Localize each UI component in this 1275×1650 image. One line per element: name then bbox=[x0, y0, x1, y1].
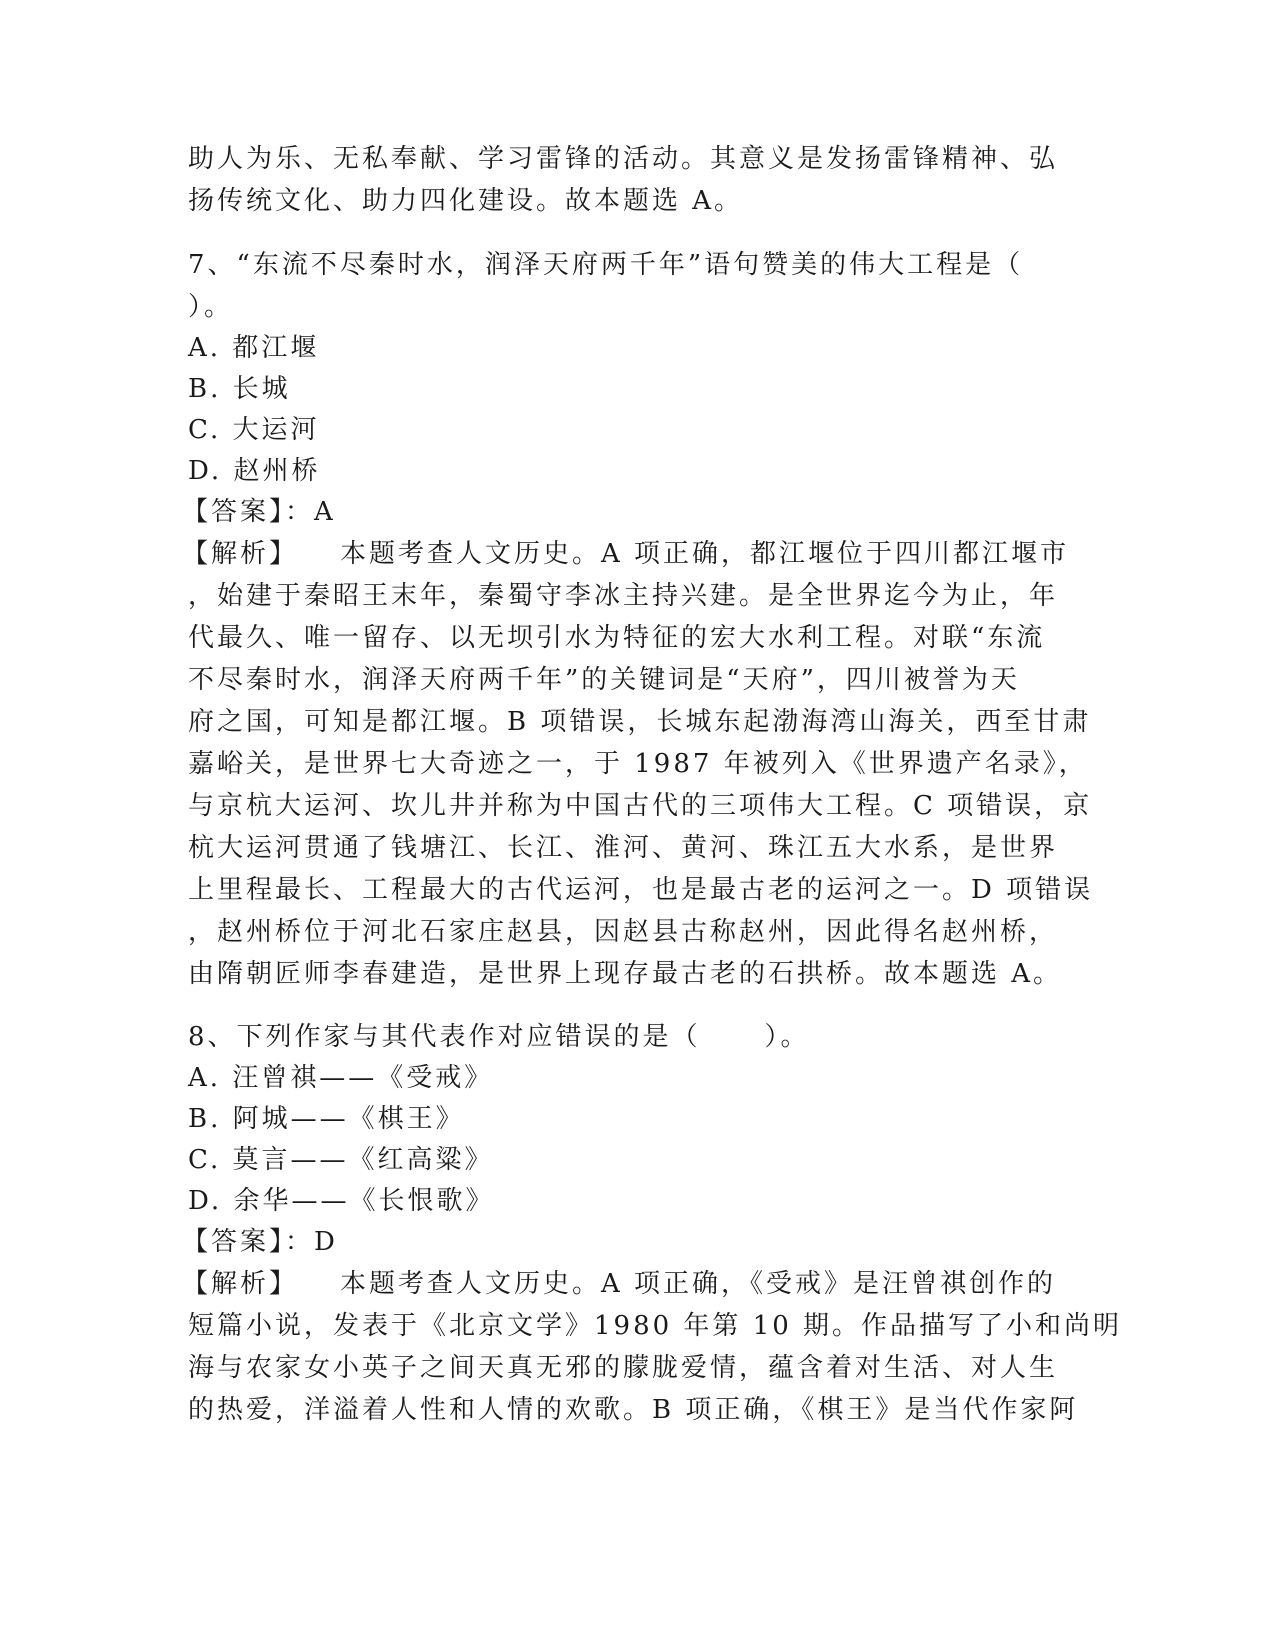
q8-stem-before: 8、下列作家与其代表作对应错误的是（ bbox=[188, 1022, 701, 1052]
q8-option-b: B. 阿城——《棋王》 bbox=[188, 1104, 465, 1134]
q8-answer-value: D bbox=[314, 1227, 338, 1257]
q7-option-b: B. 长城 bbox=[188, 374, 291, 404]
q7-explanation-text-1: 本题考查人文历史。A 项正确，都江堰位于四川都江堰市 bbox=[340, 539, 1070, 569]
q7-answer-value: A bbox=[314, 497, 336, 527]
q7-option-c: C. 大运河 bbox=[188, 415, 320, 445]
q8-option-a: A. 汪曾祺——《受戒》 bbox=[188, 1063, 494, 1093]
q7-answer-label: 【答案】： bbox=[182, 497, 315, 527]
q7-explanation-line-8: 杭大运河贯通了钱塘江、长江、淮河、黄河、珠江五大水系，是世界 bbox=[188, 833, 1059, 863]
q7-option-d: D. 赵州桥 bbox=[188, 456, 321, 486]
q8-option-c: C. 莫言——《红高粱》 bbox=[188, 1145, 494, 1175]
q7-option-a: A. 都江堰 bbox=[188, 333, 320, 363]
q8-option-d: D. 余华——《长恨歌》 bbox=[188, 1186, 495, 1216]
q7-explanation-line-9: 上里程最长、工程最大的古代运河，也是最古老的运河之一。D 项错误 bbox=[188, 875, 1094, 905]
q7-explanation-line-6: 嘉峪关，是世界七大奇迹之一，于 1987 年被列入《世界遗产名录》， bbox=[188, 749, 1088, 779]
q8-explanation-line-4: 的热爱，洋溢着人性和人情的欢歌。B 项正确，《棋王》是当代作家阿 bbox=[188, 1395, 1079, 1425]
q7-explanation-label: 【解析】 bbox=[182, 539, 299, 569]
q8-stem-after: ）。 bbox=[764, 1022, 810, 1052]
intro-line-1: 助人为乐、无私奉献、学习雷锋的活动。其意义是发扬雷锋精神、弘 bbox=[188, 144, 1059, 174]
q8-stem bbox=[188, 1020, 810, 1054]
q8-answer bbox=[182, 1225, 338, 1259]
q7-explanation-line-7: 与京杭大运河、坎儿井并称为中国古代的三项伟大工程。C 项错误，京 bbox=[188, 791, 1093, 821]
q7-explanation-line-4: 不尽秦时水，润泽天府两千年”的关键词是“天府”，四川被誉为天 bbox=[188, 665, 1020, 695]
intro-line-2: 扬传统文化、助力四化建设。故本题选 A。 bbox=[188, 186, 744, 216]
q8-explanation-label: 【解析】 bbox=[182, 1269, 299, 1299]
q7-explanation-line-5: 府之国，可知是都江堰。B 项错误，长城东起渤海湾山海关，西至甘肃 bbox=[188, 707, 1092, 737]
q7-explanation-line-11: 由隋朝匠师李春建造，是世界上现存最古老的石拱桥。故本题选 A。 bbox=[188, 959, 1063, 989]
q8-explanation-line-3: 海与农家女小英子之间天真无邪的朦胧爱情，蕴含着对生活、对人生 bbox=[188, 1353, 1059, 1383]
q7-explanation-line-2: ，始建于秦昭王末年，秦蜀守李冰主持兴建。是全世界迄今为止，年 bbox=[188, 581, 1059, 611]
q7-answer bbox=[182, 495, 336, 529]
q7-explanation-line-3: 代最久、唯一留存、以无坝引水为特征的宏大水利工程。对联“东流 bbox=[188, 623, 1046, 653]
q8-explanation-text-1: 本题考查人文历史。A 项正确，《受戒》是汪曾祺创作的 bbox=[340, 1269, 1057, 1299]
q8-explanation-line-1 bbox=[182, 1267, 1056, 1301]
q8-explanation-line-2: 短篇小说，发表于《北京文学》1980 年第 10 期。作品描写了小和尚明 bbox=[188, 1311, 1123, 1341]
q7-explanation-line-1 bbox=[182, 537, 1069, 571]
q8-answer-label: 【答案】： bbox=[182, 1227, 315, 1257]
q7-explanation-line-10: ，赵州桥位于河北石家庄赵县，因赵县古称赵州，因此得名赵州桥， bbox=[188, 917, 1059, 947]
q7-stem-line-1: 7、“东流不尽秦时水，润泽天府两千年”语句赞美的伟大工程是（ bbox=[188, 250, 1024, 280]
q7-stem-line-2: ）。 bbox=[188, 292, 234, 322]
